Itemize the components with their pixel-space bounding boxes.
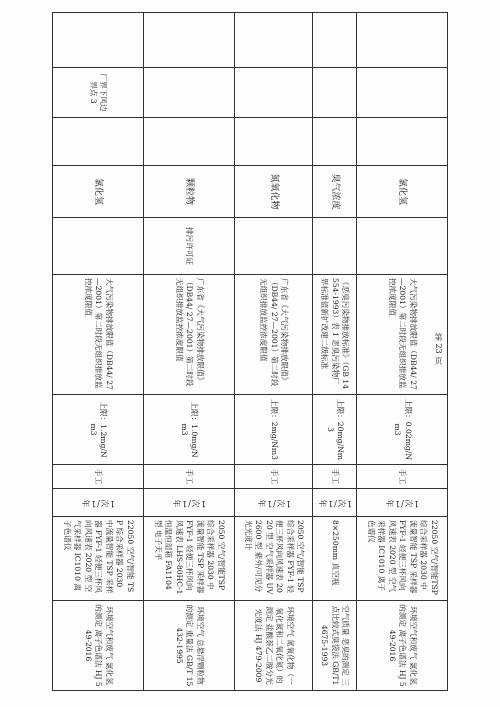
standard-cell: 广东省《大气污染物排放限值》（DB44/ 27—2001）第二时段无组织排放监控浓度限值 — [143, 275, 234, 395]
permit-cell — [234, 218, 312, 275]
pollutant-cell: 氯化氢 — [53, 166, 144, 218]
permit-cell — [313, 218, 357, 275]
frequency-cell: 1次/1年 — [357, 489, 448, 517]
method-cell: 环境空气 总悬浮颗粒物的测定 重量法 GB/T 15432-1995 — [143, 601, 234, 691]
blank-cell — [234, 118, 312, 166]
monitoring-point-cell — [357, 68, 448, 118]
mode-cell: 手工 — [357, 465, 448, 489]
monitoring-point-cell — [234, 68, 312, 118]
limit-cell: 上限：1.0mg/Nm3 — [143, 395, 234, 465]
blank-cell — [143, 13, 234, 68]
monitoring-point-cell — [143, 68, 234, 118]
blank-cell — [143, 118, 234, 166]
table-row — [53, 13, 144, 691]
blank-cell — [234, 13, 312, 68]
pollutant-cell: 颗粒物 — [143, 166, 234, 218]
method-cell: 环境空气和废气 氯化氢的测定 离子色谱法 HJ 549-2016 — [357, 601, 448, 691]
frequency-cell: 1次/1年 — [234, 489, 312, 517]
standard-cell: 大气污染物排放限值（DB44/ 27—2001）第二时段无组织排放监控浓度限值 — [53, 275, 144, 395]
blank-cell — [313, 13, 357, 68]
blank-cell — [357, 118, 448, 166]
standard-cell: 广东省《大气污染物排放限值》（DB44/ 27—2001）第二时段无组织排放监控浓度限值 — [234, 275, 312, 395]
pollutant-cell: 臭气浓度 — [313, 166, 357, 218]
table-row — [143, 13, 234, 691]
limit-cell: 上限：20mg/Nm3 — [313, 395, 357, 465]
method-cell: 环境空气和废气 氯化氢的测定 离子色谱法 HJ 549-2016 — [53, 601, 144, 691]
table-row — [234, 13, 312, 691]
blank-cell — [53, 118, 144, 166]
instrument-cell: 2050 空气/智能TSP综合采样器 2030 中流量智能 TSP 采样器 FYF-1 轻便三杯风向风速表 LHS-80HC-1 恒温恒湿箱 FA1104 型 电子天平 — [143, 517, 234, 601]
mode-cell: 手工 — [143, 465, 234, 489]
standard-cell: 大气污染物排放限值（DB44/ 27—2001）第二时段无组织排放监控浓度限值 — [357, 275, 448, 395]
limit-cell: 上限：0.02mg/Nm3 — [357, 395, 448, 465]
blank-cell — [53, 13, 144, 68]
mode-cell: 手工 — [313, 465, 357, 489]
permit-cell: 排污许可证 — [143, 218, 234, 275]
frequency-cell: 1次/1年 — [53, 489, 144, 517]
limit-cell: 上限：2mg/Nm3 — [234, 395, 312, 465]
monitoring-point-cell — [313, 68, 357, 118]
table-row — [313, 13, 357, 691]
instrument-cell: 22050 空气/智能 TSP 综合采样器 2030 中流量智能 TSP 采样器 FYF-1 轻便三杯风向风速表 2020 型 空气采样器 IC1010 离子色谱仪 — [53, 517, 144, 601]
pollutant-cell: 氮氧化物 — [234, 166, 312, 218]
limit-cell: 上限：1.2mg/Nm3 — [53, 395, 144, 465]
frequency-cell: 1次/1年 — [313, 489, 357, 517]
permit-cell — [53, 218, 144, 275]
method-cell: 环境空气 氮氧化物（一氧化氮和二氧化氮）的测定 盐酸萘乙二胺分光光度法 HJ 479-2009 — [234, 601, 312, 691]
frequency-cell: 1次/1年 — [143, 489, 234, 517]
instrument-cell: 2050 空气/智能 TSP 综合采样器 FYF-1 轻便三杯风向风速表 2020 型 空气采样器 UV2600 型 紫外/可见分光光度计 — [234, 517, 312, 601]
blank-cell — [313, 118, 357, 166]
page-number: 第 23 页 — [434, 333, 443, 365]
mode-cell: 手工 — [53, 465, 144, 489]
mode-cell: 手工 — [234, 465, 312, 489]
monitoring-point-cell: 厂界下风边界点 3 — [53, 68, 144, 118]
instrument-cell: 8×250mm 真空瓶 — [313, 517, 357, 601]
method-cell: 空气质量 恶臭的测定 三点比较式臭袋法 GB/T14675-1993 — [313, 601, 357, 691]
monitoring-table — [52, 12, 448, 691]
rotated-table-wrapper — [52, 12, 448, 690]
pollutant-cell: 氯化氢 — [357, 166, 448, 218]
permit-cell — [357, 218, 448, 275]
instrument-cell: 22050 空气/智能TSP综合采样器 2030 中流量智能 TSP 采样器 FYF-1 轻便三杯风向风速表 2020 型 空气采样器 IC1010 离子色谱仪 — [357, 517, 448, 601]
standard-cell: 《恶臭污染物排放标准》（GB 14554-1993）表 1 恶臭污染物厂界标准值新扩改建二级标准 — [313, 275, 357, 395]
blank-cell — [357, 13, 448, 68]
